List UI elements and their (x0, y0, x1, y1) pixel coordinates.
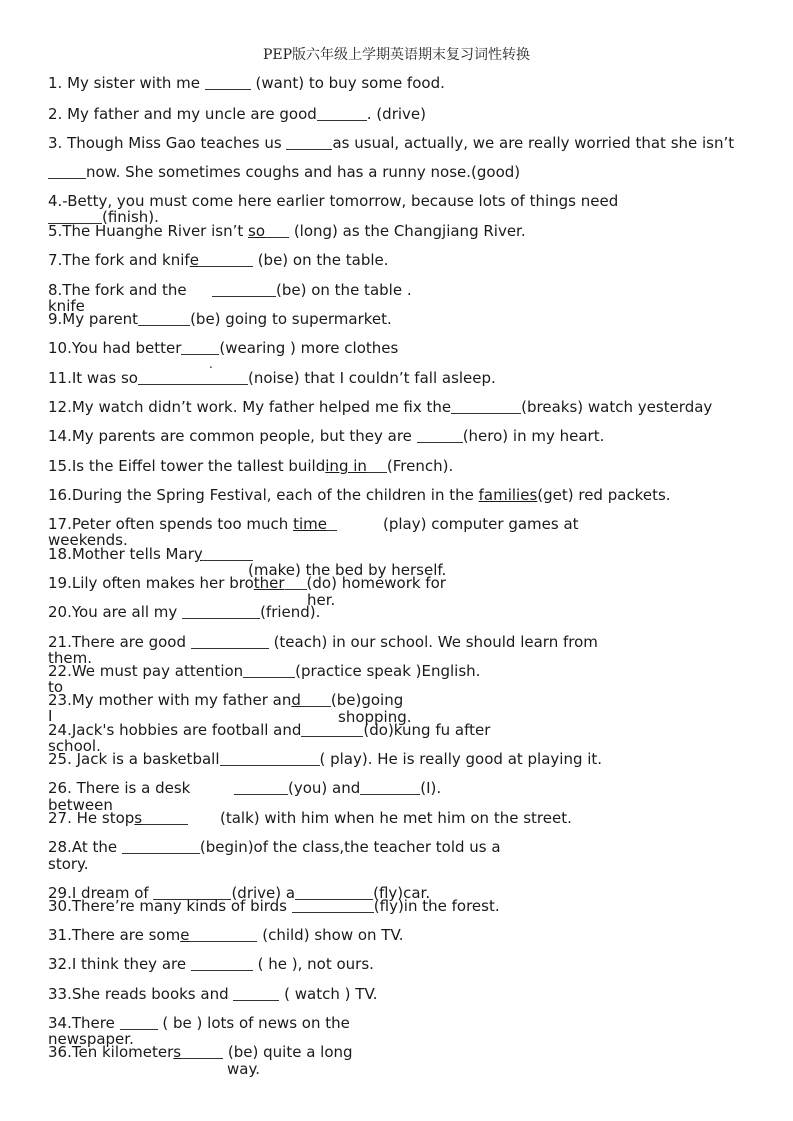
question-26-wrap: between (48, 796, 113, 814)
question-8-rest: (be) on the table . (212, 281, 412, 299)
question-4: 4.-Betty, you must come here earlier tomorrow, because lots of things need (48, 192, 619, 210)
question-9: 9.My parent (be) going to supermarket. (48, 310, 392, 328)
question-18-wrap: (make) the bed by herself. (248, 561, 447, 579)
question-27-rest: (talk) with him when he met him on the street. (220, 809, 572, 827)
question-24: 24.Jack's hobbies are football and (do)kung fu after (48, 721, 491, 739)
answer-blank[interactable] (220, 751, 320, 766)
answer-blank[interactable] (243, 663, 295, 678)
question-34: 34.There ( be ) lots of news on the (48, 1014, 350, 1032)
question-14: 14.My parents are common people, but they are (hero) in my heart. (48, 427, 605, 445)
answer-blank[interactable] (285, 575, 307, 590)
question-21-wrap: them. (48, 649, 92, 667)
question-36: 36.Ten kilometers (be) quite a long (48, 1043, 353, 1061)
question-3-line-2: now. She sometimes coughs and has a runny nose.(good) (48, 163, 520, 181)
question-23: 23.My mother with my father and (be)going (48, 691, 404, 709)
question-17: 17.Peter often spends too much time (48, 515, 337, 533)
question-33: 33.She reads books and ( watch ) TV. (48, 985, 378, 1003)
answer-blank[interactable] (301, 692, 331, 707)
answer-blank[interactable] (122, 839, 200, 854)
question-1: 1. My sister with me (want) to buy some food. (48, 74, 445, 92)
question-3: 3. Though Miss Gao teaches us as usual, actually, we are really worried that she isn’t (48, 134, 735, 152)
question-22: 22.We must pay attention (practice speak )English. (48, 662, 481, 680)
question-34-wrap: newspaper. (48, 1030, 134, 1048)
question-19-wrap: her. (307, 591, 336, 609)
question-32: 32.I think they are ( he ), not ours. (48, 955, 374, 973)
answer-blank[interactable] (120, 1015, 158, 1030)
question-12: 12.My watch didn’t work. My father helped me fix the (breaks) watch yesterday (48, 398, 713, 416)
question-23-wrap: I (48, 707, 53, 725)
question-23-wrap-2: shopping. (338, 708, 412, 726)
answer-blank[interactable] (292, 898, 374, 913)
answer-blank[interactable] (417, 428, 463, 443)
question-19: 19.Lily often makes her brother (do) homework for (48, 574, 446, 592)
question-5: 5.The Huanghe River isn’t so (long) as the Changjiang River. (48, 222, 526, 240)
question-25: 25. Jack is a basketball ( play). He is really good at playing it. (48, 750, 603, 768)
question-17-rest: (play) computer games at (383, 515, 579, 533)
answer-blank[interactable] (48, 164, 86, 179)
answer-blank[interactable] (191, 634, 269, 649)
question-18: 18.Mother tells Mary (48, 545, 253, 563)
question-20: 20.You are all my (friend). (48, 603, 321, 621)
answer-blank[interactable] (360, 780, 420, 795)
question-36-wrap: way. (227, 1060, 260, 1078)
question-15: 15.Is the Eiffel tower the tallest building in (French). (48, 457, 454, 475)
answer-blank[interactable] (142, 810, 188, 825)
question-10: 10.You had better (wearing ) more clothes (48, 339, 399, 357)
question-4-line-2: (finish). (48, 208, 159, 226)
answer-blank[interactable] (138, 370, 248, 385)
answer-blank[interactable] (212, 282, 276, 297)
answer-blank[interactable] (265, 223, 289, 238)
answer-blank[interactable] (189, 927, 257, 942)
answer-blank[interactable] (181, 340, 219, 355)
question-7: 7.The fork and knife (be) on the table. (48, 251, 389, 269)
answer-blank[interactable] (191, 956, 253, 971)
answer-blank[interactable] (234, 780, 288, 795)
question-2: 2. My father and my uncle are good . (drive) (48, 105, 426, 123)
question-27: 27. He stops (48, 809, 188, 827)
answer-blank[interactable] (138, 311, 190, 326)
answer-blank[interactable] (203, 546, 253, 561)
question-21: 21.There are good (teach) in our school. We should learn from (48, 633, 598, 651)
answer-blank[interactable] (181, 1044, 223, 1059)
question-24-wrap: school. (48, 737, 101, 755)
question-22-wrap: to (48, 678, 64, 696)
answer-blank[interactable] (233, 986, 279, 1001)
question-8: 8.The fork and the (48, 281, 187, 299)
question-17-wrap: weekends. (48, 531, 128, 549)
question-16: 16.During the Spring Festival, each of the children in the families(get) red packets. (48, 486, 671, 504)
answer-blank[interactable] (199, 252, 253, 267)
answer-blank[interactable] (205, 75, 251, 90)
question-28: 28.At the (begin)of the class,the teacher told us a (48, 838, 501, 856)
question-8-wrap: knife (48, 297, 85, 315)
answer-blank[interactable] (327, 516, 337, 531)
question-28-wrap: story. (48, 855, 89, 873)
answer-blank[interactable] (367, 458, 387, 473)
answer-blank[interactable] (286, 135, 332, 150)
answer-blank[interactable] (451, 399, 521, 414)
answer-blank[interactable] (317, 106, 367, 121)
question-29: 29.I dream of (drive) a (fly)car. (48, 884, 431, 902)
page-title: PEP版六年级上学期英语期末复习词性转换 (262, 47, 531, 63)
question-30: 30.There’re many kinds of birds (fly)in the forest. (48, 897, 500, 915)
question-31: 31.There are some (child) show on TV. (48, 926, 404, 944)
question-11: 11.It was so (noise) that I couldn’t fall asleep. (48, 369, 496, 387)
question-26-rest: (you) and (I). (234, 779, 441, 797)
stray-dot: . (209, 357, 213, 371)
answer-blank[interactable] (301, 722, 363, 737)
question-26: 26. There is a desk (48, 779, 191, 797)
answer-blank[interactable] (182, 604, 260, 619)
